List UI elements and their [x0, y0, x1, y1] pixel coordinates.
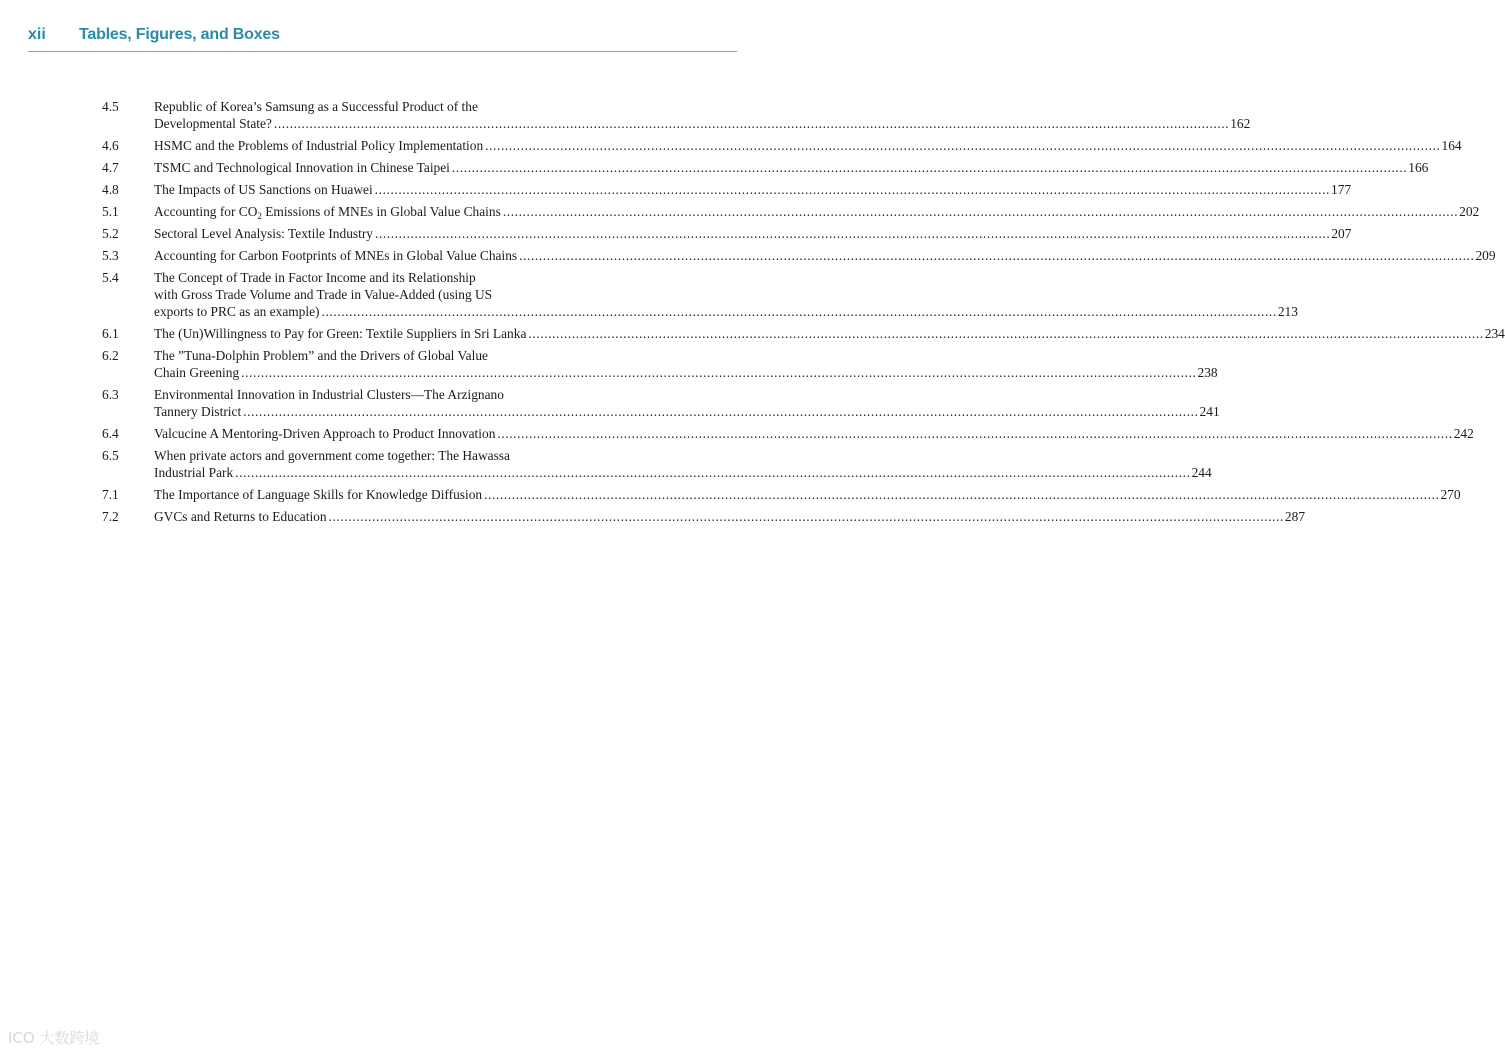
- toc-entry: [102, 447, 1212, 481]
- entry-number: 5.4: [102, 270, 119, 285]
- dot-leader: [329, 508, 1284, 525]
- entry-title-line: The Importance of Language Skills for Knowledge Diffusion: [154, 487, 483, 502]
- entry-title: [154, 325, 1505, 342]
- dot-leader: [528, 325, 1483, 342]
- entry-number: 7.2: [102, 509, 119, 524]
- entry-number: 6.5: [102, 448, 119, 463]
- entry-title-last-line: [154, 403, 1220, 420]
- entry-title-line: When private actors and government come together: The Hawassa: [154, 448, 510, 463]
- section-title: Tables, Figures, and Boxes: [79, 26, 280, 43]
- entry-title-line: HSMC and the Problems of Industrial Policy Implementation: [154, 138, 484, 153]
- entry-number: 4.5: [102, 99, 119, 114]
- entry-title-last-line: [154, 115, 1251, 132]
- entry-title-last-line: [154, 425, 1474, 442]
- entry-title-line: with Gross Trade Volume and Trade in Value-Added (using US: [154, 287, 493, 302]
- entry-title: [154, 347, 1218, 381]
- page-reference[interactable]: 209: [1475, 248, 1496, 263]
- entry-number: 7.1: [102, 487, 119, 502]
- entry-title-line: Sectoral Level Analysis: Textile Industry: [154, 226, 373, 241]
- entry-title-line: TSMC and Technological Innovation in Chinese Taipei: [154, 160, 450, 175]
- entry-number: 4.6: [102, 138, 119, 153]
- entry-title-last-line: [154, 225, 1352, 242]
- entry-number: 4.8: [102, 182, 119, 197]
- entry-title-line: Valcucine A Mentoring-Driven Approach to Product Innovation: [154, 426, 496, 441]
- entry-title-line: The ”Tuna-Dolphin Problem” and the Drivers of Global Value: [154, 348, 488, 363]
- entry-title: [154, 137, 1462, 154]
- entry-title-line: Environmental Innovation in Industrial Clusters—The Arzignano: [154, 387, 504, 402]
- dot-leader: [322, 303, 1277, 320]
- entry-title: [154, 98, 1251, 132]
- page-reference[interactable]: 177: [1331, 182, 1352, 197]
- toc-entry: [102, 386, 1220, 420]
- toc-entry: [102, 98, 1251, 132]
- entry-title-line: The (Un)Willingness to Pay for Green: Textile Suppliers in Sri Lanka: [154, 326, 527, 341]
- entry-title-last-line: [154, 247, 1496, 264]
- entry-title-line: Accounting for Carbon Footprints of MNEs in Global Value Chains: [154, 248, 518, 263]
- entry-title-last-line: [154, 508, 1306, 525]
- dot-leader: [452, 159, 1407, 176]
- dot-leader: [241, 364, 1196, 381]
- entry-title-line: The Concept of Trade in Factor Income and its Relationship: [154, 270, 476, 285]
- entry-number: 6.3: [102, 387, 119, 402]
- entry-title-line: Developmental State?: [154, 116, 272, 131]
- dot-leader: [484, 486, 1439, 503]
- entry-title-line: Tannery District: [154, 404, 242, 419]
- toc-entry: [102, 508, 1306, 525]
- toc-entry: [102, 225, 1352, 242]
- entry-title-last-line: [154, 325, 1505, 342]
- page-number: xii: [28, 26, 46, 43]
- page-reference[interactable]: 164: [1441, 138, 1462, 153]
- toc-entry: [102, 203, 1480, 221]
- watermark: ICO 大数跨境: [8, 1029, 100, 1047]
- entry-title-line: Industrial Park: [154, 465, 234, 480]
- entry-title: [154, 247, 1496, 264]
- dot-leader: [375, 181, 1330, 198]
- page-reference[interactable]: 166: [1408, 160, 1429, 175]
- dot-leader: [485, 137, 1440, 154]
- entry-number: 5.2: [102, 226, 119, 241]
- toc-entry: [102, 325, 1505, 342]
- dot-leader: [274, 115, 1229, 132]
- entry-title-last-line: [154, 203, 1480, 221]
- toc-entry: [102, 137, 1462, 154]
- dot-leader: [375, 225, 1330, 242]
- entry-title-last-line: [154, 486, 1461, 503]
- toc-list: [102, 98, 1505, 530]
- entry-title-last-line: [154, 364, 1218, 381]
- entry-title: [154, 425, 1474, 442]
- dot-leader: [235, 464, 1190, 481]
- toc-entry: [102, 486, 1461, 503]
- entry-title-line: The Impacts of US Sanctions on Huawei: [154, 182, 373, 197]
- entry-title-last-line: [154, 303, 1298, 320]
- page-reference[interactable]: 270: [1440, 487, 1461, 502]
- entry-title-last-line: [154, 464, 1212, 481]
- dot-leader: [497, 425, 1452, 442]
- page-reference[interactable]: 241: [1199, 404, 1220, 419]
- subscript-text: 2: [257, 211, 262, 221]
- entry-title: [154, 386, 1220, 420]
- entry-title: [154, 508, 1306, 525]
- entry-title-text: Emissions of MNEs in Global Value Chains: [261, 204, 501, 219]
- entry-title: [154, 486, 1461, 503]
- dot-leader: [243, 403, 1198, 420]
- page-reference[interactable]: 234: [1484, 326, 1505, 341]
- page-reference[interactable]: 162: [1230, 116, 1251, 131]
- entry-title-line: exports to PRC as an example): [154, 304, 320, 319]
- running-head: [28, 26, 737, 52]
- entry-title: [154, 225, 1352, 242]
- entry-title: [154, 203, 1480, 221]
- entry-title-line: Chain Greening: [154, 365, 240, 380]
- page-reference[interactable]: 244: [1191, 465, 1212, 480]
- page-reference[interactable]: 213: [1277, 304, 1298, 319]
- entry-title-last-line: [154, 159, 1429, 176]
- entry-title-line: Republic of Korea’s Samsung as a Successful Product of the: [154, 99, 478, 114]
- entry-number: 6.2: [102, 348, 119, 363]
- toc-entry: [102, 425, 1474, 442]
- entry-number: 5.3: [102, 248, 119, 263]
- entry-title: [154, 181, 1352, 198]
- entry-title-line: [154, 203, 501, 220]
- entry-title: [154, 159, 1429, 176]
- entry-title-last-line: [154, 137, 1462, 154]
- page-reference[interactable]: 238: [1197, 365, 1218, 380]
- page-reference[interactable]: 207: [1331, 226, 1352, 241]
- entry-number: 6.4: [102, 426, 119, 441]
- entry-title-last-line: [154, 181, 1352, 198]
- page-reference[interactable]: 287: [1284, 509, 1306, 524]
- toc-entry: [102, 159, 1429, 176]
- toc-entry: [102, 269, 1298, 320]
- entry-title: [154, 269, 1298, 320]
- entry-title-text: Accounting for CO: [154, 204, 258, 219]
- entry-number: 6.1: [102, 326, 119, 341]
- dot-leader: [519, 247, 1474, 264]
- page-reference[interactable]: 242: [1453, 426, 1474, 441]
- entry-number: 5.1: [102, 204, 119, 219]
- toc-entry: [102, 181, 1352, 198]
- entry-number: 4.7: [102, 160, 119, 175]
- toc-entry: [102, 247, 1496, 264]
- entry-title-line: GVCs and Returns to Education: [154, 509, 327, 524]
- entry-title: [154, 447, 1212, 481]
- page-reference[interactable]: 202: [1459, 204, 1480, 219]
- toc-entry: [102, 347, 1218, 381]
- dot-leader: [503, 203, 1458, 220]
